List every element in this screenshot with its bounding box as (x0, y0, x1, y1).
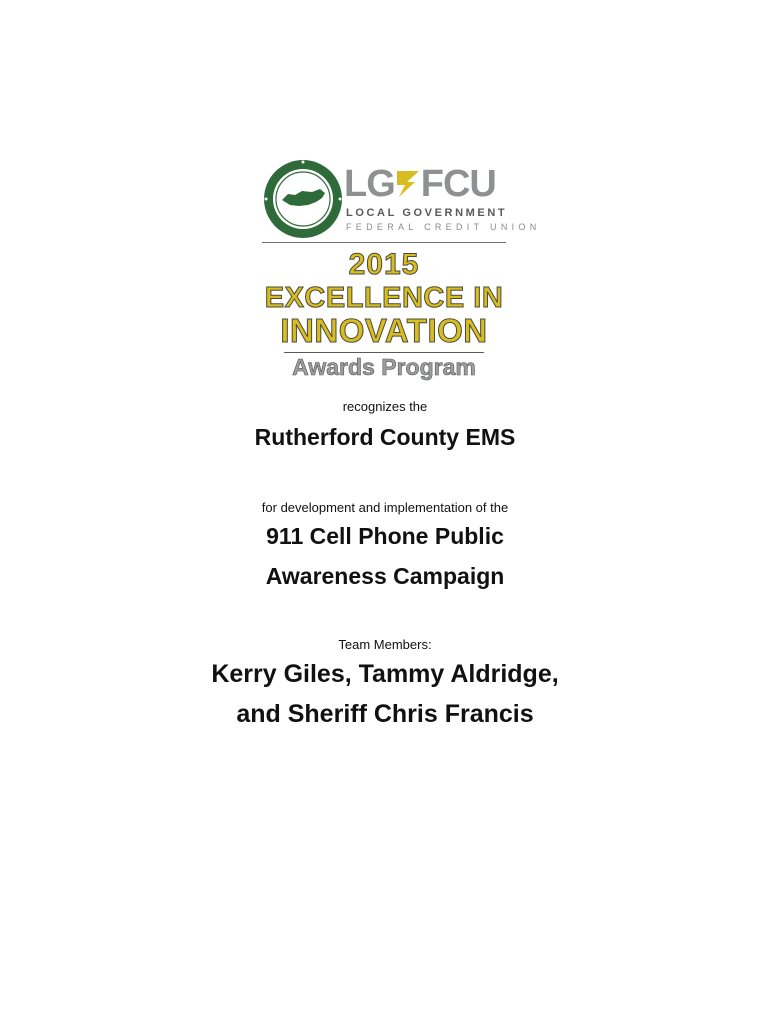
project-title-line2: Awareness Campaign (265, 563, 505, 589)
award-title-line2: INNOVATION (280, 312, 488, 349)
team-members-line2: and Sheriff Chris Francis (236, 700, 534, 728)
award-program: Awards Program (292, 354, 476, 380)
lgfcu-logo (344, 163, 541, 236)
purpose-text: for development and implementation of the (261, 500, 509, 515)
team-members-line1: Kerry Giles, Tammy Aldridge, (211, 660, 559, 688)
recognizes-text: recognizes the (342, 399, 428, 414)
recipient-name: Rutherford County EMS (254, 424, 516, 450)
logo-header (262, 158, 541, 240)
lgfcu-name-line2: FEDERAL CREDIT UNION (346, 222, 541, 232)
award-title-line1: EXCELLENCE IN (264, 282, 504, 314)
county-association-seal-icon (262, 158, 344, 240)
lgfcu-name-line1: LOCAL GOVERNMENT (346, 207, 508, 219)
award-title-block (262, 250, 506, 379)
award-divider (284, 352, 484, 353)
logo-divider (262, 242, 506, 243)
project-title-line1: 911 Cell Phone Public (266, 523, 504, 549)
lgfcu-wordmark: LG FCU (344, 163, 496, 205)
lightning-bolt-icon (395, 169, 421, 199)
award-year: 2015 (348, 248, 420, 281)
team-label: Team Members: (338, 637, 432, 652)
